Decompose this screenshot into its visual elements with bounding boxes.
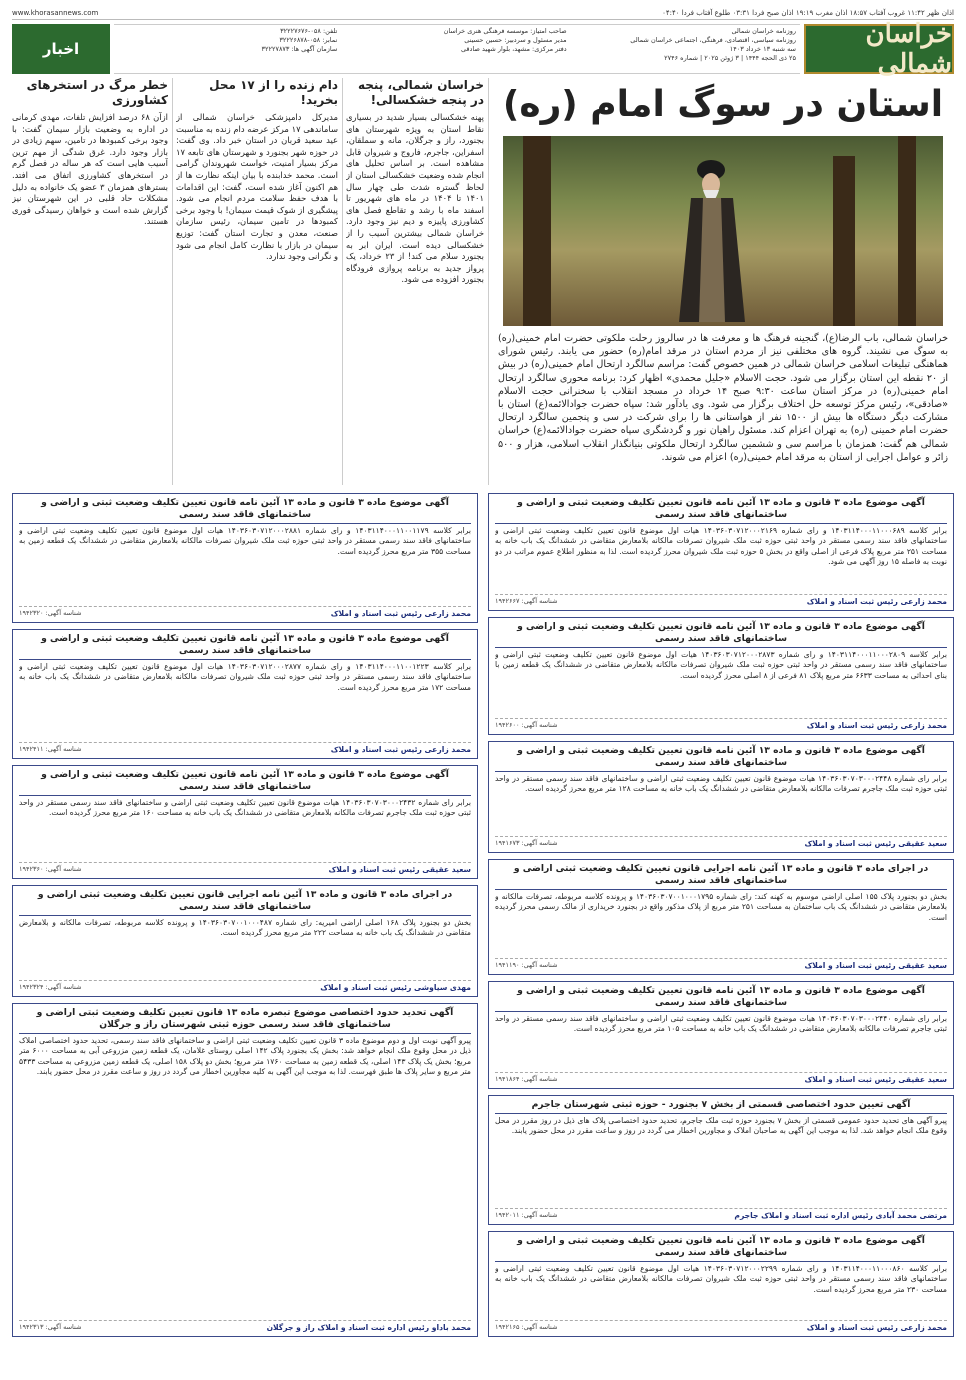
article-body: پهنه خشکسالی بسیار شدید در بسیاری نقاط استان به ویژه شهرستان های بجنورد، راز و جرگلان، مانه و سملقان، اسفراین، جاجرم، فاروج و شیروان قابل مشاهده است. بر اساس تحلیل های انجام شده وضعیت خشکسالی استان از لحاظ گستره شدت طی چهار سال ۱۴۰۱ تا ۱۴۰۴ در ماه های شهریور تا اسفند ماه با رشد و تقاطع فصل های کشاورزی پاییزه و دیم نیز وجود دارد. خراسان شمالی بیشترین آسیب را از خشکسالی دیده است. ایران ابر به بجنورد سلام می کند! از ۲۳ خرداد، یک پرواز جدید به برنامه پروازی فرودگاه بجنورد افزوده می شود. [346, 112, 484, 285]
ad-signature: محمد زارعی رئیس ثبت اسناد و املاک [806, 1322, 947, 1332]
ads-area [12, 493, 954, 1353]
ad-box: آگهی موضوع ماده ۳ قانون و ماده ۱۳ آئین نامه قانون تعیین تکلیف وضعیت ثبتی و اراضی و ساختمانهای فاقد سند رسمی برابر کلاسه ۱۴۰۳۱۱۴۰۰۰۱۱۰۰۰۲۸۰۹ و رای شماره ۱۴۰۳۶۰۳۰۷۱۲۰۰۰۲۸۷۳ هیات اول موضوع قانون تعیین تکلیف وضعیت ثبتی اراضی و ساختمانهای فاقد سند رسمی مستقر در واحد ثبتی حوزه ثبت ملک شیروان تصرفات مالکانه بلامعارض متقاضی در ششدانگ یک قطعه زمین با بنای احداثی به مساحت ۶۶۳۳ متر مربع پلاک ۸۱ فرعی از ۸ اصلی محرز گردیده است. محمد زارعی رئیس ثبت اسناد و املاک شناسه آگهی: ۱۹۴۲۶۰۰ [488, 617, 954, 735]
column-rule [488, 78, 489, 485]
news-area [12, 78, 954, 485]
ad-signature: محمد زارعی رئیس ثبت اسناد و املاک [806, 720, 947, 730]
person-figure-icon [653, 154, 763, 326]
article-body: ازآن ۶۸ درصد افزایش تلفات، مهدی کرمانی در اداره به وضعیت بازار سیمان گفت: با وجود برخی کمبودها در تامین، سهم زیادی در بازار وجود دارد. غرق شدگی از مهم ترین آسیب هایی است که هر ساله در فصل گرم در استخرهای کشاورزی اتفاق می افتد. بسترهای همزمان ۳ عضو یک خانواده به دلیل مشکلات حاد قلبی در این شهرستان نیز گزارش شده است و خواهان رسیدگی فوری هستند. [12, 112, 168, 227]
ad-box: آگهی موضوع ماده ۳ قانون و ماده ۱۳ آئین نامه قانون تعیین تکلیف وضعیت ثبتی و اراضی و ساختمانهای فاقد سند رسمی برابر رای شماره ۱۴۰۳۶۰۳۰۷۰۳۰۰۰۲۴۴۸ هیات موضوع قانون تعیین تکلیف وضعیت ثبتی اراضی و ساختمانهای فاقد سند رسمی مستقر در واحد ثبتی حوزه ثبت ملک جاجرم تصرفات مالکانه بلامعارض متقاضی در ششدانگ یک باب خانه به مساحت ۱۲۸ متر مربع محرز گردیده است. سعید عقیقی رئیس ثبت اسناد و املاک شناسه آگهی: ۱۹۴۱۶۷۳ [488, 741, 954, 853]
lead-headline[interactable]: استان در سوگ امام (ره) [502, 84, 944, 125]
tree-trunk [898, 136, 916, 326]
ad-code: شناسه آگهی: ۱۹۴۱۶۷۳ [495, 839, 558, 847]
ad-signature: محمد زارعی رئیس ثبت اسناد و املاک [806, 596, 947, 606]
ad-code: شناسه آگهی: ۱۹۴۲۶۰۰ [495, 721, 558, 729]
ad-code: شناسه آگهی: ۱۹۴۲۶۶۷ [495, 597, 558, 605]
ad-code: شناسه آگهی: ۱۹۴۲۳۶۰ [19, 865, 82, 873]
ad-box: آگهی موضوع ماده ۳ قانون و ماده ۱۳ آئین نامه قانون تعیین تکلیف وضعیت ثبتی و اراضی و ساختمانهای فاقد سند رسمی برابر کلاسه ۱۴۰۳۱۱۴۰۰۰۱۱۰۰۰۶۸۹ و رای شماره ۱۴۰۳۶۰۳۰۷۱۲۰۰۰۲۱۶۹ هیات اول موضوع قانون تعیین تکلیف وضعیت ثبتی اراضی و ساختمانهای فاقد سند رسمی مستقر در واحد ثبتی حوزه ثبت ملک شیروان تصرفات مالکانه بلامعارض متقاضی در ششدانگ یک باب خانه به مساحت ۲۵۱ متر مربع پلاک فرعی از اصلی واقع در بخش ۵ حوزه ثبت ملک شیروان محرز گردیده است. لذا به منظور اطلاع عموم مراتب در دو نوبت به فاصله ۱۵ روز آگهی می شود. محمد زارعی رئیس ثبت اسناد و املاک شناسه آگهی: ۱۹۴۲۶۶۷ [488, 493, 954, 611]
masthead-info-col1: روزنامه خراسان شمالی روزنامه سیاسی، اقتصادی، فرهنگی، اجتماعی خراسان شمالی سه شنبه ۱۳ خرداد ۱۴۰۳ ۲۵ ذی الحجه ۱۴۴۴ | ۳ ژوئن ۲۰۲۵ | شماره ۲۷۴۶ [630, 27, 796, 62]
article-livestock [176, 78, 338, 485]
ads-column-left [12, 493, 478, 1353]
article-title[interactable]: خطر مرگ در استخرهای کشاورزی [26, 78, 168, 107]
lead-body: خراسان شمالی، باب الرضا(ع)، گنجینه فرهنگ ها و معرفت ها در سالروز رحلت ملکوتی حضرت امام خمینی(ره) به سوگ می نشیند. گروه های مختلفی نیز از مردم استان در مرقد امام(ره) حضور می یابند. رئیس شورای هماهنگی تبلیغات اسلامی خراسان شمالی در همین خصوص گفت: مراسم سالگرد ارتحال امام خمینی(ره) در بیش از ۲۰ نقطه این استان برگزار می شود. حجت الاسلام «جلیل محمدی» اظهار کرد: برنامه محوری سالگرد ارتحال امام خمینی(ره) در مرکز استان ساعت ۹:۳۰ صبح ۱۴ خرداد در مسجد انقلاب با سخنرانی حجت الاسلام «صادقی»، رئیس مرکز توسعه حل اختلاف برگزار می شود. وی یادآور شد: سپاه حضرت جوادالائمه(ع) استان با مشارکت دیگر دستگاه ها بیش از ۱۵۰۰ نفر از هواستانی ها را برای شرکت در سی و پنجمین سالگرد ارتحال حضرت امام خمینی (ره) به تهران اعزام کند. مسئول راهیان نور و گردشگری سپاه حضرت جوادالائمه(ع) خراسان شمالی هم گفت: همزمان با مراسم سی و ششمین سالگرد ارتحال ملکوتی بنیانگذار انقلاب اسلامی، هزار و ۵۰۰ زائر و عوامل اجرایی از استان به مرقد امام خمینی(ره) اعزام می شوند. [498, 333, 948, 463]
ad-box: آگهی تعیین حدود اختصاصی قسمتی از بخش ۷ بجنورد - حوزه ثبتی شهرستان جاجرم پیرو آگهی های تحدید حدود عمومی قسمتی از بخش ۷ بجنورد حوزه ثبت ملک جاجرم، تحدید حدود اختصاصی پلاک های ذیل در روز مقرر در محل وقوع ملک انجام خواهد شد. لذا به موجب این آگهی به صاحبان املاک و مجاورین اخطار می گردد در روز و ساعت مقرر در محل حضور یابند. مرتضی محمد آبادی رئیس اداره ثبت اسناد و املاک جاجرم شناسه آگهی: ۱۹۴۲۰۱۱ [488, 1095, 954, 1225]
ad-signature: سعید عقیقی رئیس ثبت اسناد و املاک [804, 1074, 947, 1084]
ad-code: شناسه آگهی: ۱۹۴۲۳۱۳ [19, 1323, 82, 1331]
ad-code: شناسه آگهی: ۱۹۴۲۳۲۰ [19, 609, 82, 617]
ad-signature: مهدی سیاوشی رئیس ثبت اسناد و املاک [320, 982, 471, 992]
masthead [12, 19, 954, 79]
ad-code: شناسه آگهی: ۱۹۴۲۳۲۴ [19, 983, 82, 991]
lead-photo [503, 136, 943, 326]
tree-trunk [523, 136, 551, 326]
ad-box: آگهی تحدید حدود اختصاصی موضوع تبصره ماده ۱۳ قانون تعیین تکلیف وضعیت ثبتی اراضی و ساختمانهای فاقد سند رسمی حوزه ثبتی شهرستان راز و جرگلان پیرو آگهی نوبت اول و دوم موضوع ماده ۳ قانون تعیین تکلیف وضعیت ثبتی اراضی و ساختمانهای فاقد سند رسمی، تحدید حدود اختصاصی املاک ذیل در محل وقوع ملک انجام خواهد شد: بخش یک بجنورد پلاک ۱۴۲ اصلی روستای غلامان، یک قطعه زمین مزروعی آبی به مساحت ۶۰۰۰ متر مربع؛ بخش یک پلاک ۱۴۳ اصلی، یک قطعه زمین به مساحت ۱۷۶۰ متر مربع؛ بخش دو پلاک ۱۵۸ اصلی، یک قطعه زمین مزروعی به مساحت ۵۴۳۳ متر مربع و سایر پلاک ها طبق فهرست. لذا به موجب این آگهی به کلیه مجاورین اخطار می گردد در روز و ساعت مقرر در محل حضور یابند. محمد باداو رئیس اداره ثبت اسناد و املاک راز و جرگلان شناسه آگهی: ۱۹۴۲۳۱۳ [12, 1003, 478, 1337]
ad-signature: سعید عقیقی رئیس ثبت اسناد و املاک [804, 960, 947, 970]
ad-box: در اجرای ماده ۳ قانون و ماده ۱۳ آئین نامه اجرایی قانون تعیین تکلیف وضعیت ثبتی اراضی و ساختمانهای فاقد سند رسمی بخش دو بجنورد پلاک ۱۵۵ اصلی اراضی موسوم به کهنه کند: رای شماره ۱۴۰۳۶۰۳۰۷۰۰۱۰۰۰۱۷۹۵ و پرونده کلاسه مربوطه، تصرفات مالکانه و بلامعارض متقاضی در ششدانگ یک باب ساختمان به مساحت ۲۵۱ متر مربع از پلاک مذکور واقع در بجنورد خریداری از مالک رسمی محرز گردیده است. سعید عقیقی رئیس ثبت اسناد و املاک شناسه آگهی: ۱۹۴۱۱۹۰ [488, 859, 954, 975]
ad-box: آگهی موضوع ماده ۳ قانون و ماده ۱۳ آئین نامه قانون تعیین تکلیف وضعیت ثبتی و اراضی و ساختمانهای فاقد سند رسمی برابر رای شماره ۱۴۰۳۶۰۳۰۷۰۳۰۰۰۲۴۳۲ هیات موضوع قانون تعیین تکلیف وضعیت ثبتی اراضی و ساختمانهای فاقد سند رسمی مستقر در واحد ثبتی حوزه ثبت ملک جاجرم تصرفات مالکانه بلامعارض متقاضی در ششدانگ یک باب خانه به مساحت ۱۶۰ متر مربع محرز گردیده است. سعید عقیقی رئیس ثبت اسناد و املاک شناسه آگهی: ۱۹۴۲۳۶۰ [12, 765, 478, 879]
ad-signature: سعید عقیقی رئیس ثبت اسناد و املاک [328, 864, 471, 874]
ad-code: شناسه آگهی: ۱۹۴۲۴۱۱ [19, 745, 82, 753]
column-rule [172, 78, 173, 485]
ad-code: شناسه آگهی: ۱۹۴۱۱۹۰ [495, 961, 558, 969]
tree-trunk [833, 156, 855, 326]
ad-box: آگهی موضوع ماده ۳ قانون و ماده ۱۳ آئین نامه قانون تعیین تکلیف وضعیت ثبتی و اراضی و ساختمانهای فاقد سند رسمی برابر کلاسه ۱۴۰۳۱۱۴۰۰۰۱۱۰۰۰۸۶۰ و رای شماره ۱۴۰۳۶۰۳۰۷۱۲۰۰۰۲۲۹۹ هیات اول موضوع قانون تعیین تکلیف وضعیت ثبتی اراضی و ساختمانهای فاقد سند رسمی مستقر در واحد ثبتی حوزه ثبت ملک شیروان تصرفات مالکانه بلامعارض متقاضی در ششدانگ یک باب خانه به مساحت ۲۳۰ متر مربع محرز گردیده است. محمد زارعی رئیس ثبت اسناد و املاک شناسه آگهی: ۱۹۴۲۱۶۵ [488, 1231, 954, 1337]
ad-signature: مرتضی محمد آبادی رئیس اداره ثبت اسناد و املاک جاجرم [734, 1210, 947, 1220]
masthead-info-col3: تلفن: ۰۵۸-۳۲۲۲۷۶۷۶ نمابر: ۰۵۸-۳۲۲۲۶۸۷۸ سازمان آگهی ها: ۳۲۲۲۷۸۷۳ [261, 27, 338, 53]
masthead-info-col2: صاحب امتیاز: موسسه فرهنگی هنری خراسان مدیر مسئول و سردبیر: حسین حسینی دفتر مرکزی: مشهد، بلوار شهید صادقی [443, 27, 567, 53]
ad-code: شناسه آگهی: ۱۹۴۱۸۶۴ [495, 1075, 558, 1083]
ad-code: شناسه آگهی: ۱۹۴۲۱۶۵ [495, 1323, 558, 1331]
website-link[interactable]: www.khorasannews.com [12, 8, 99, 17]
section-label: اخبار [12, 24, 110, 74]
article-pools [12, 78, 168, 485]
column-rule [342, 78, 343, 485]
masthead-info [114, 24, 800, 74]
ads-column-right [488, 493, 954, 1353]
article-title[interactable]: خراسان شمالی، پنجه در پنجه خشکسالی! [357, 78, 484, 107]
article-body: مدیرکل دامپزشکی خراسان شمالی از ساماندهی ۱۷ مرکز عرضه دام زنده به مناسبت عید سعید قربان در استان خبر داد. وی گفت: در حوزه شهر بجنورد و شهرستان های تابعه ۱۷ مرکز بسیار امنیت، خواست شهروندان گرامی است. محمد خدابنده با بیان اینکه نظارت ها از هم اکنون آغاز شده است، گفت: این اقدامات با هدف حفظ سلامت مردم انجام می شود. پیشگیری از شوک قیمت سیمان! با وجود برخی کمبودها در تامین سیمان، رئیس سازمان صنعت، معدن و تجارت استان گفت: توزیع سیمان در بازار با نظارت کامل انجام می شود و نگرانی وجود ندارد. [176, 112, 338, 262]
ad-code: شناسه آگهی: ۱۹۴۲۰۱۱ [495, 1211, 558, 1219]
ad-box: در اجرای ماده ۳ قانون و ماده ۱۳ آئین نامه اجرایی قانون تعیین تکلیف وضعیت ثبتی اراضی و ساختمانهای فاقد سند رسمی بخش دو بجنورد پلاک ۱۶۸ اصلی اراضی امیریه: رای شماره ۱۴۰۳۶۰۳۰۷۰۰۱۰۰۰۴۸۷ و پرونده کلاسه مربوطه، تصرفات مالکانه و بلامعارض متقاضی در ششدانگ یک باب خانه به مساحت ۲۲۲ متر مربع محرز گردیده است. مهدی سیاوشی رئیس ثبت اسناد و املاک شناسه آگهی: ۱۹۴۲۳۲۴ [12, 885, 478, 997]
top-strip [12, 6, 954, 20]
ad-box: آگهی موضوع ماده ۳ قانون و ماده ۱۳ آئین نامه قانون تعیین تکلیف وضعیت ثبتی و اراضی و ساختمانهای فاقد سند رسمی برابر کلاسه ۱۴۰۳۱۱۴۰۰۰۱۱۰۰۱۲۲۳ و رای شماره ۱۴۰۳۶۰۳۰۷۱۲۰۰۰۲۸۷۷ هیات اول موضوع قانون تعیین تکلیف وضعیت ثبتی اراضی و ساختمانهای فاقد سند رسمی مستقر در واحد ثبتی حوزه ثبت ملک شیروان تصرفات مالکانه بلامعارض متقاضی در ششدانگ یک باب خانه به مساحت ۱۷۲ متر مربع محرز گردیده است. محمد زارعی رئیس ثبت اسناد و املاک شناسه آگهی: ۱۹۴۲۴۱۱ [12, 629, 478, 759]
ad-signature: سعید عقیقی رئیس ثبت اسناد و املاک [804, 838, 947, 848]
ad-box: آگهی موضوع ماده ۳ قانون و ماده ۱۳ آئین نامه قانون تعیین تکلیف وضعیت ثبتی و اراضی و ساختمانهای فاقد سند رسمی برابر رای شماره ۱۴۰۳۶۰۳۰۷۰۳۰۰۰۲۴۴۰ هیات موضوع قانون تعیین تکلیف وضعیت ثبتی اراضی و ساختمانهای فاقد سند رسمی مستقر در واحد ثبتی جاجرم تصرفات مالکانه بلامعارض متقاضی در ششدانگ یک باب خانه به مساحت ۱۰۵ متر مربع محرز گردیده است. سعید عقیقی رئیس ثبت اسناد و املاک شناسه آگهی: ۱۹۴۱۸۶۴ [488, 981, 954, 1089]
article-drought [346, 78, 484, 485]
article-title[interactable]: دام زنده را از ۱۷ محل بخرید! [209, 78, 338, 107]
ad-signature: محمد زارعی رئیس ثبت اسناد و املاک [330, 744, 471, 754]
prayer-times: اذان ظهر ۱۱:۴۲ غروب آفتاب ۱۸:۵۷ اذان مغرب ۱۹:۱۹ اذان صبح فردا ۰۳:۳۱ طلوع آفتاب فردا ۰۴:۴۰ [662, 8, 954, 17]
ad-signature: محمد زارعی رئیس ثبت اسناد و املاک [330, 608, 471, 618]
newspaper-logo: خراسان شمالی [804, 24, 954, 74]
ad-box: آگهی موضوع ماده ۳ قانون و ماده ۱۳ آئین نامه قانون تعیین تکلیف وضعیت ثبتی و اراضی و ساختمانهای فاقد سند رسمی برابر کلاسه ۱۴۰۳۱۱۴۰۰۰۱۱۰۰۱۱۷۹ و رای شماره ۱۴۰۳۶۰۳۰۷۱۲۰۰۰۲۸۸۱ هیات اول موضوع قانون تعیین تکلیف وضعیت ثبتی اراضی و ساختمانهای فاقد سند رسمی مستقر در واحد ثبتی حوزه ثبت ملک شیروان تصرفات مالکانه بلامعارض متقاضی در ششدانگ یک قطعه زمین به مساحت ۳۵۵ متر مربع محرز گردیده است. محمد زارعی رئیس ثبت اسناد و املاک شناسه آگهی: ۱۹۴۲۳۲۰ [12, 493, 478, 623]
ad-signature: محمد باداو رئیس اداره ثبت اسناد و املاک راز و جرگلان [266, 1322, 471, 1332]
lead-article [492, 78, 954, 485]
